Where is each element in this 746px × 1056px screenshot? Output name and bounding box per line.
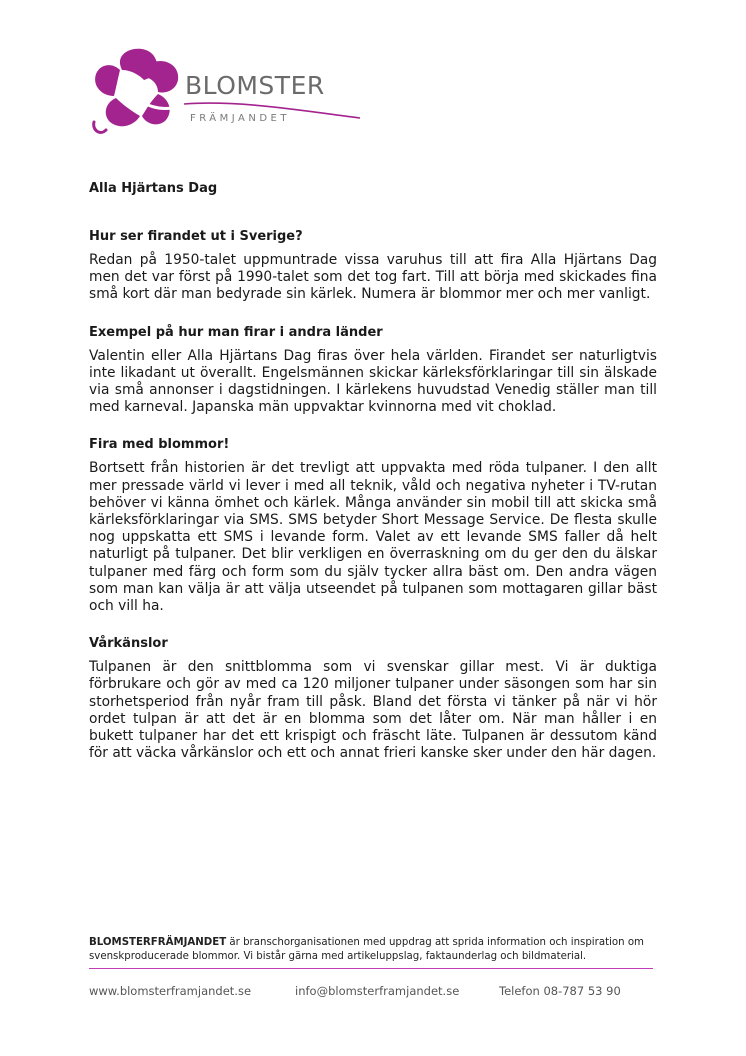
footer-phone: Telefon 08-787 53 90 <box>499 984 621 998</box>
logo-subtitle: FRÄMJANDET <box>190 113 290 124</box>
footer-divider <box>89 968 653 969</box>
blomsterframjandet-logo <box>88 44 368 144</box>
footer-about <box>89 936 655 963</box>
section-heading: Hur ser firandet ut i Sverige? <box>89 229 303 244</box>
section-paragraph: Bortsett från historien är det trevligt att uppvakta med röda tulpaner. I den allt mer pressade värld vi lever i med all teknik, våld och negativa nyheter i TV-rutan behöver vi känna ömhet och kärlek. Många använder sin mobil till att skicka små kärleksförklaringar via SMS. SMS betyder Short Message Service. De flesta skulle nog uppskatta ett SMS i levande form. Valet av ett levande SMS faller då helt naturligt på tulpaner. Det blir verkligen en överraskning om du ger den du älskar tulpaner med färg och form som du själv tycker allra bäst om. Den andra vägen som man kan välja är att välja utseendet på tulpanen som mottagaren gillar bäst och vill ha. <box>89 460 657 615</box>
footer-email-link[interactable]: info@blomsterframjandet.se <box>295 984 460 998</box>
section-sverige <box>89 229 657 304</box>
footer-about-text: är branschorganisationen med uppdrag att sprida information och inspiration om svenskproducerade blommor. Vi bistår gärna med artikeluppslag, faktaunderlag och bildmaterial. <box>89 937 644 962</box>
section-paragraph: Tulpanen är den snittblomma som vi svenskar gillar mest. Vi är duktiga förbrukare och gör av med ca 120 miljoner tulpaner under säsongen som har sin storhetsperiod från nyår fram till påsk. Bland det första vi tänker på när vi hör ordet tulpan är att det är en blomma som det låter om. När man håller i en bukett tulpaner har det ett krispigt och fräscht läte. Tulpanen är dessutom känd för att väcka vårkänslor och ett och annat frieri kanske sker under den här dagen. <box>89 659 657 762</box>
section-paragraph: Valentin eller Alla Hjärtans Dag firas över hela världen. Firandet ser naturligtvis inte likadant ut överallt. Engelsmännen skickar kärleksförklaringar till sin älskade via små annonser i dagstidningen. I kärlekens huvudstad Venedig ställer man till med karneval. Japanska män uppvaktar kvinnorna med vit choklad. <box>89 347 657 416</box>
section-fira-med-blommor <box>89 437 657 615</box>
section-heading: Vårkänslor <box>89 636 168 652</box>
footer <box>89 936 655 998</box>
page-title: Alla Hjärtans Dag <box>89 181 218 196</box>
section-paragraph: Redan på 1950-talet uppmuntrade vissa varuhus till att fira Alla Hjärtans Dag men det var först på 1990-talet som det tog fart. Till att börja med skickades fina små kort där man bedyrade sin kärlek. Numera är blommor mer och mer vanligt. <box>89 252 657 303</box>
section-heading: Exempel på hur man firar i andra länder <box>89 324 383 340</box>
footer-website-link[interactable]: www.blomsterframjandet.se <box>89 984 252 998</box>
footer-org-name: BLOMSTERFRÄMJANDET <box>89 937 227 948</box>
document-body <box>89 181 657 783</box>
logo-wordmark: BLOMSTER <box>185 71 325 100</box>
section-heading: Fira med blommor! <box>89 437 230 453</box>
section-andra-lander <box>89 325 657 417</box>
section-varkanslor <box>89 636 657 762</box>
